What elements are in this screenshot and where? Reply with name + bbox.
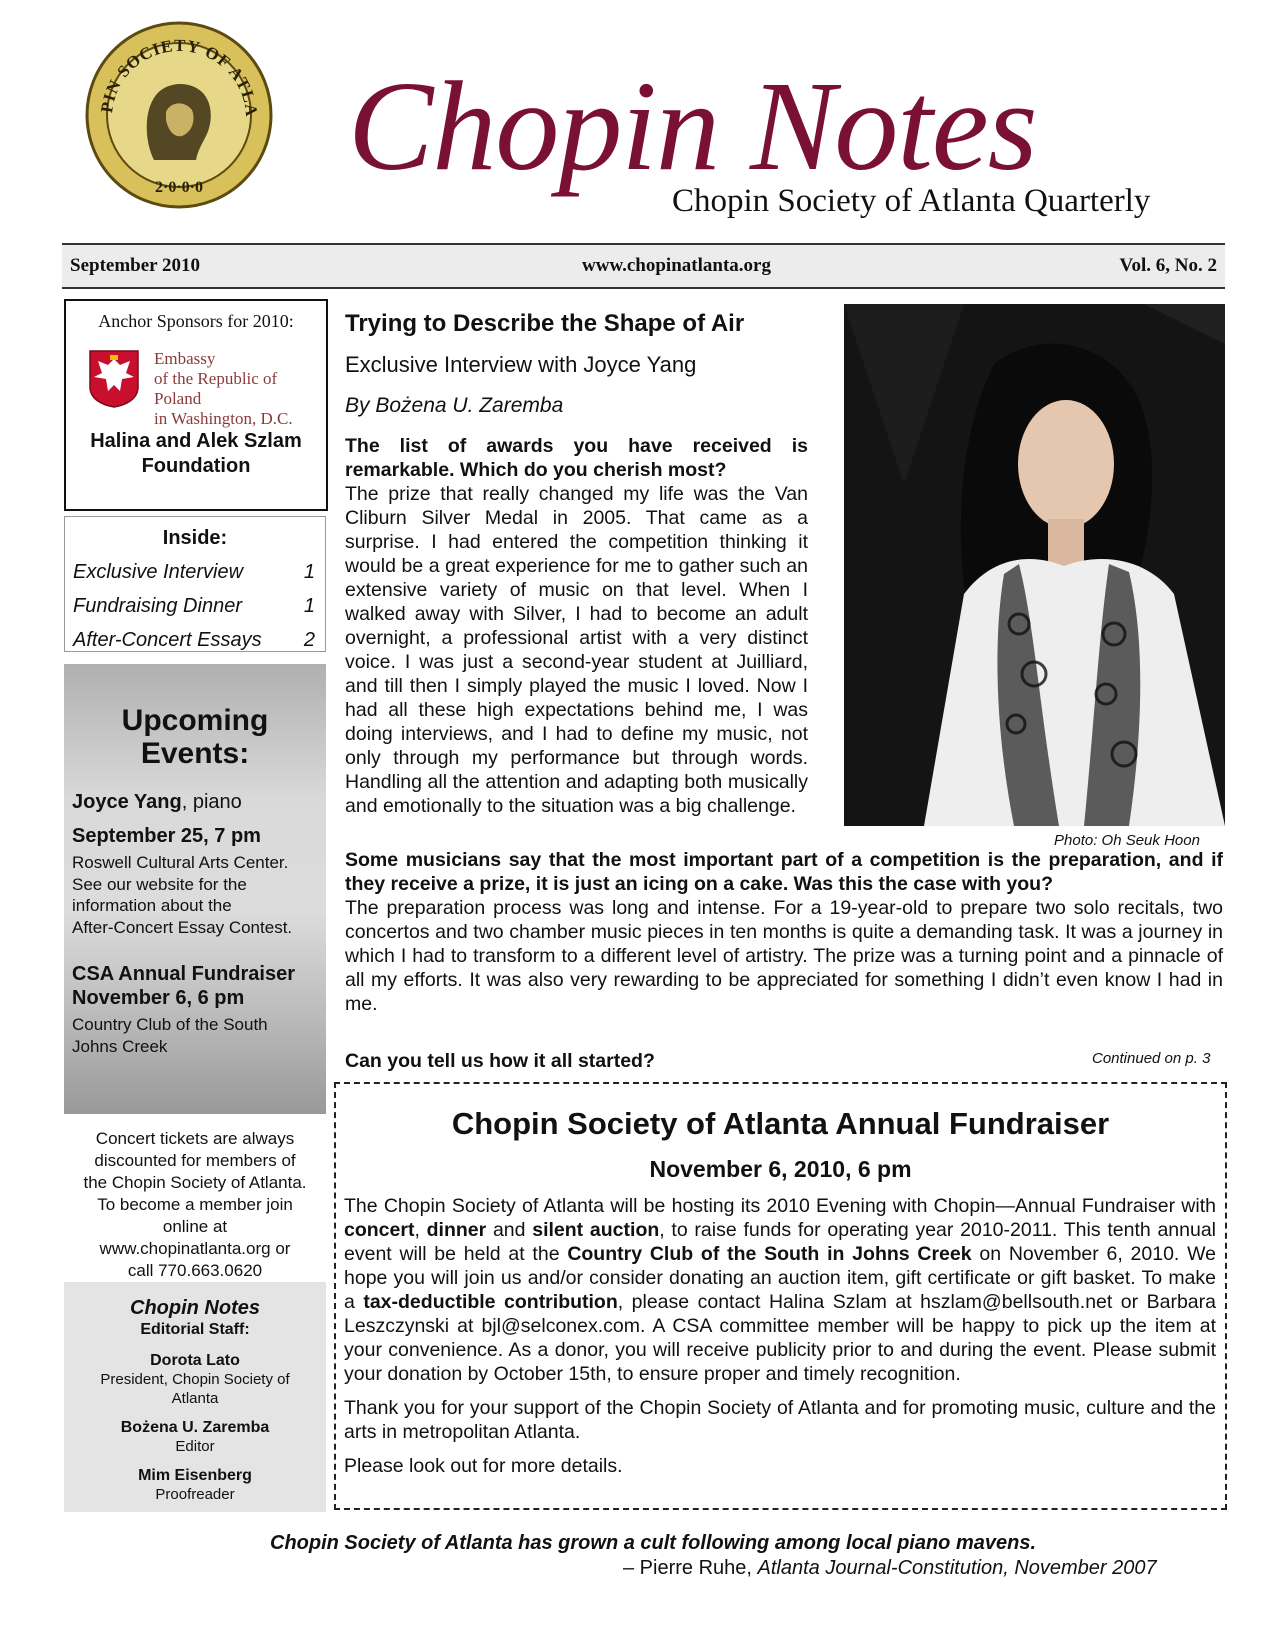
membership-phone: call 770.663.0620 <box>127 1261 263 1280</box>
continued-on-link[interactable]: Continued on p. 3 <box>1092 1050 1211 1067</box>
article-subtitle: Exclusive Interview with Joyce Yang <box>345 352 697 377</box>
membership-website-link[interactable]: www.chopinatlanta.org or <box>99 1239 291 1258</box>
foundation-name-line2: Foundation <box>141 455 251 477</box>
event-2-date-text: November 6, 6 pm <box>72 987 245 1009</box>
contents-item-label: Exclusive Interview <box>73 561 244 583</box>
svg-text:CHOPIN SOCIETY OF ATLANTA: PIN SOCIETY OF ATLA <box>97 35 262 119</box>
press-quote: Chopin Society of Atlanta has grown a cult following among local piano mavens. <box>270 1532 1037 1554</box>
interview-question-3: Can you tell us how it all started? <box>345 1050 655 1072</box>
fundraiser-body <box>344 1194 1216 1488</box>
article-column <box>345 434 808 818</box>
svg-text:2·0·0·0: 2·0·0·0 <box>154 179 204 196</box>
embassy-name-line2: of the Republic of Poland <box>154 369 278 408</box>
staff-name: Mim Eisenberg <box>138 1467 252 1484</box>
article-byline: By Bożena U. Zaremba <box>345 394 564 417</box>
contents-item-page: 1 <box>303 561 315 583</box>
staff-role: President, Chopin Society of <box>100 1371 290 1388</box>
event-2-date <box>72 988 322 1009</box>
fundraiser-paragraph-1: The Chopin Society of Atlanta will be hosting its 2010 Evening with Chopin—Annual Fundraiser with concert, dinner and silent auction, to raise funds for operating year 2010-2011. This tenth annual event will be held at the Country Club of the South in Johns Creek on November 6, 2010. We hope you will join us and/or consider donating an auction item, gift certificate or gift basket. To make a tax-deductible contribution, please contact Halina Szlam at hszlam@bellsouth.net or Barbara Leszczynski at bjl@selconex.com. A CSA committee member will be happy to pick up the item at your convenience. As a donor, you will receive publicity prior to and during the event. Please submit your donation by October 15th, to ensure proper and timely recognition. <box>344 1195 1217 1385</box>
newsletter-title: Chopin Notes <box>348 55 1037 197</box>
event-1-name: Joyce Yang <box>72 791 182 813</box>
issue-info-bar <box>62 243 1225 289</box>
newsletter-subtitle: Chopin Society of Atlanta Quarterly <box>672 183 1151 219</box>
fundraiser-paragraph-2: Thank you for your support of the Chopin Society of Atlanta and for promoting music, culture and the arts in metropolitan Atlanta. <box>344 1397 1216 1443</box>
article-title: Trying to Describe the Shape of Air <box>345 310 745 337</box>
contents-item-label: Fundraising Dinner <box>73 595 242 617</box>
staff-role: Editor <box>175 1438 215 1455</box>
editorial-staff-box <box>64 1282 326 1512</box>
event-1-performer <box>72 792 322 813</box>
events-heading-line1: Upcoming <box>121 704 269 737</box>
membership-line: Concert tickets are always <box>95 1129 295 1148</box>
event-1-note-line: After-Concert Essay Contest. <box>72 918 293 937</box>
membership-line: the Chopin Society of Atlanta. <box>83 1173 307 1192</box>
staff-role: Proofreader <box>155 1486 235 1503</box>
embassy-name-line1: Embassy <box>154 349 216 368</box>
event-2-location: Johns Creek <box>72 1037 168 1056</box>
fundraiser-paragraph-3: Please look out for more details. <box>344 1455 623 1477</box>
sponsors-box <box>64 299 328 511</box>
contents-item-dinner[interactable] <box>73 595 315 618</box>
membership-line: discounted for members of <box>94 1151 296 1170</box>
event-2-title-text: CSA Annual Fundraiser <box>72 963 295 985</box>
foundation-name-line1: Halina and Alek Szlam <box>90 430 302 452</box>
event-1-note-line: See our website for the <box>72 875 247 894</box>
volume-number: Vol. 6, No. 2 <box>1119 255 1217 276</box>
staff-name: Dorota Lato <box>150 1352 240 1369</box>
fundraiser-title: Chopin Society of Atlanta Annual Fundraiser <box>451 1106 1110 1141</box>
contents-item-essays[interactable] <box>73 629 315 652</box>
inside-heading: Inside: <box>162 527 228 549</box>
event-1-venue: Roswell Cultural Arts Center. <box>72 853 289 872</box>
staff-box-title: Chopin Notes <box>130 1297 260 1319</box>
staff-box-subtitle: Editorial Staff: <box>140 1321 250 1338</box>
joyce-yang-portrait-photo <box>844 304 1225 826</box>
embassy-name-line3: in Washington, D.C. <box>154 409 293 428</box>
contents-item-label: After-Concert Essays <box>73 629 262 651</box>
event-1-date-text: September 25, 7 pm <box>72 825 261 847</box>
press-quote-attribution <box>623 1557 1157 1580</box>
website-link[interactable]: www.chopinatlanta.org <box>582 255 771 276</box>
interview-question-2: Some musicians say that the most important part of a competition is the preparation, and if they receive a prize, it is just an icing on a cake. Was this the case with you? <box>345 849 1223 895</box>
interview-answer-2: The preparation process was long and intense. For a 19-year-old to prepare two solo recitals, two concertos and two chamber music pieces in ten months is quite a demanding task. It was a journey in which I had to transform to a different level of artistry. The prize was a turning point and a pinnacle of all my efforts. It was also very rewarding to be appreciated for something I didn’t even know I had in me. <box>345 897 1223 1015</box>
polish-eagle-emblem-icon <box>86 349 142 409</box>
staff-name: Bożena U. Zaremba <box>120 1419 270 1436</box>
staff-role: Atlanta <box>171 1390 219 1407</box>
inside-contents-box <box>64 516 326 652</box>
event-2-venue: Country Club of the South <box>72 1015 268 1034</box>
event-1-instrument: , piano <box>181 791 242 813</box>
event-1-date <box>72 826 322 847</box>
contents-item-page: 1 <box>303 595 315 617</box>
foundation-sponsor <box>66 429 326 479</box>
contents-item-interview[interactable] <box>73 561 315 584</box>
membership-note <box>64 1128 326 1282</box>
interview-answer-1: The prize that really changed my life was the Van Cliburn Silver Medal in 2005. That came as a surprise. I had entered the competition thinking it would be a great experience for me to gather such an extensive variety of music on that level. When I walked away with Silver, I had to become an adult overnight, a professional artist with a very distinct voice. I was just a second-year student at Juilliard, and till then I simply played the music I loved. Now I had all these high expectations behind me, I was doing interviews, and I had to define my music, not only through my performance but through words. Handling all the attention and adapting both musically and emotionally to the situation was a big challenge. <box>345 483 808 817</box>
photo-credit: Photo: Oh Seuk Hoon <box>1054 832 1200 849</box>
membership-line: online at <box>162 1217 228 1236</box>
fundraiser-date: November 6, 2010, 6 pm <box>649 1156 912 1182</box>
event-2-title <box>72 964 322 985</box>
quote-source: Atlanta Journal-Constitution, November 2007 <box>757 1557 1157 1579</box>
sponsors-heading: Anchor Sponsors for 2010: <box>98 311 294 331</box>
membership-line: To become a member join <box>97 1195 293 1214</box>
upcoming-events-panel <box>64 664 326 1114</box>
article-continued-text <box>345 848 1223 1016</box>
embassy-sponsor <box>86 349 312 428</box>
chopin-society-seal-logo <box>84 20 274 210</box>
quote-author: – Pierre Ruhe, <box>623 1557 758 1579</box>
issue-date: September 2010 <box>70 255 200 276</box>
interview-question-1: The list of awards you have received is remarkable. Which do you cherish most? <box>345 435 808 481</box>
event-1-note-line: information about the <box>72 896 232 915</box>
events-heading-line2: Events: <box>140 737 250 770</box>
fundraiser-announcement-box <box>334 1082 1227 1510</box>
contents-item-page: 2 <box>303 629 315 651</box>
